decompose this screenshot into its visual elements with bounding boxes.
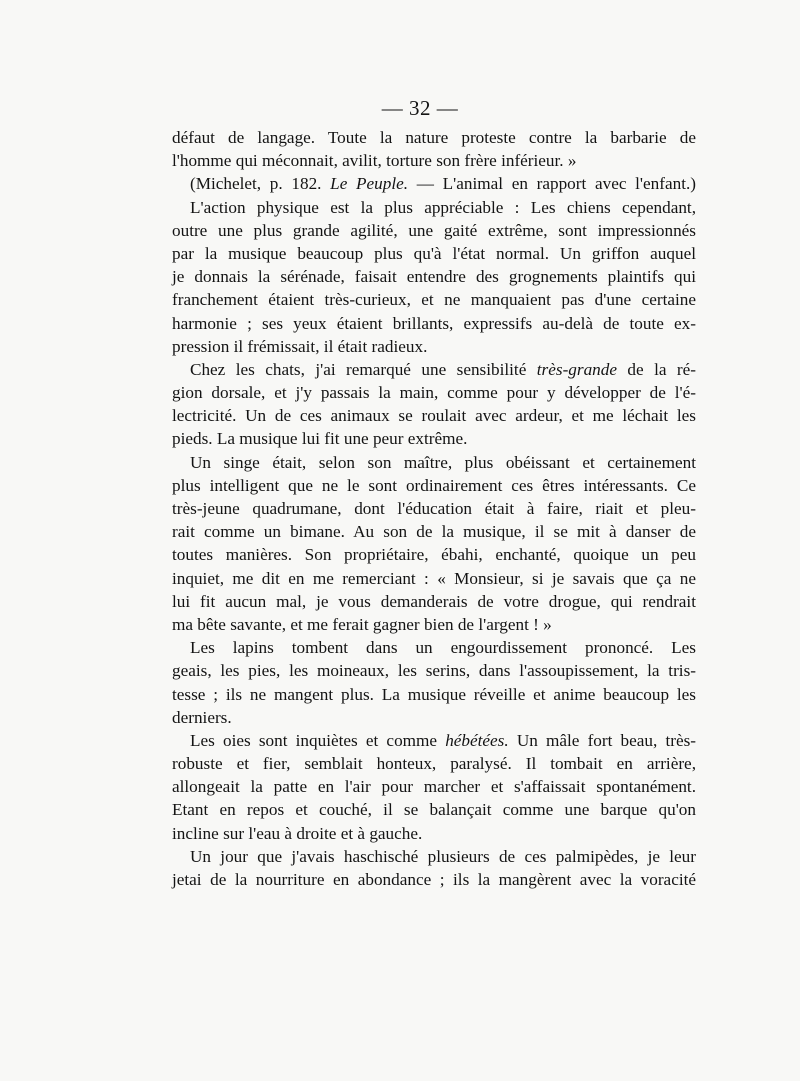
text-run: allongeait la patte en l'air pour marcher et s'affaissait spontanément. [172, 777, 696, 797]
text-line [172, 520, 696, 543]
text-line [172, 451, 696, 474]
text-line [172, 427, 696, 450]
text-run: de la ré- [616, 359, 697, 379]
text-line [172, 706, 696, 729]
text-run: inquiet, me dit en me remerciant : « Monsieur, si je savais que ça ne [172, 568, 696, 588]
text-run: plus intelligent que ne le sont ordinairement ces êtres intéressants. Ce [172, 475, 696, 495]
text-line [172, 659, 696, 682]
text-run: je donnais la sérénade, faisait entendre des grognements plaintifs qui [172, 267, 696, 287]
text-line [172, 798, 696, 821]
text-line [172, 288, 696, 311]
text-run: Les lapins tombent dans un engourdissement prononcé. Les [190, 638, 696, 658]
text-run: franchement étaient très-curieux, et ne manquaient pas d'une certaine [172, 290, 696, 310]
text-run: pieds. La musique lui fit une peur extrême. [172, 429, 468, 449]
text-run: Les oies sont inquiètes et comme [190, 730, 446, 750]
text-line [172, 219, 696, 242]
text-line [172, 845, 696, 868]
text-line [172, 358, 696, 381]
text-line [172, 868, 696, 891]
text-line [172, 312, 696, 335]
text-line [172, 126, 696, 149]
text-run: Etant en repos et couché, il se balançait comme une barque qu'on [172, 800, 696, 820]
text-line [172, 636, 696, 659]
text-line [172, 613, 696, 636]
text-run: très-jeune quadrumane, dont l'éducation était à faire, riait et pleu- [172, 499, 696, 518]
text-run: tesse ; ils ne mangent plus. La musique réveille et anime beaucoup les [172, 684, 696, 704]
text-run: derniers. [172, 707, 232, 727]
text-run: gion dorsale, et j'y passais la main, comme pour y développer de l'é- [172, 383, 696, 403]
text-run: ma bête savante, et me ferait gagner bien de l'argent ! » [172, 614, 552, 634]
text-run: — L'animal en rapport avec l'enfant.) [408, 174, 696, 194]
text-run: l'homme qui méconnait, avilit, torture son frère inférieur. » [172, 151, 577, 171]
text-line [172, 590, 696, 613]
text-line [172, 683, 696, 706]
text-run: (Michelet, p. 182. [190, 174, 331, 194]
text-run: par la musique beaucoup plus qu'à l'état normal. Un griffon auquel [172, 243, 696, 263]
text-line [172, 729, 696, 752]
text-run: lui fit aucun mal, je vous demanderais de votre drogue, qui rendrait [172, 591, 696, 611]
text-run: geais, les pies, les moineaux, les serins, dans l'assoupissement, la tris- [172, 661, 696, 681]
text-run: rait comme un bimane. Au son de la musique, il se mit à danser de [172, 522, 696, 542]
text-run: pression il frémissait, il était radieux. [172, 336, 428, 356]
italic-text: Le Peuple. [330, 174, 409, 194]
text-line [172, 381, 696, 404]
text-line [172, 404, 696, 427]
text-line [172, 242, 696, 265]
text-line [172, 543, 696, 566]
text-line [172, 149, 696, 172]
text-line [172, 752, 696, 775]
text-run: Un jour que j'avais haschisché plusieurs de ces palmipèdes, je leur [190, 846, 696, 866]
text-line [172, 172, 696, 195]
text-line [172, 497, 696, 520]
text-line [172, 822, 696, 845]
text-run: robuste et fier, semblait honteux, paralysé. Il tombait en arrière, [172, 754, 696, 774]
italic-text: très-grande [536, 359, 617, 379]
text-run: toutes manières. Son propriétaire, ébahi, enchanté, quoique un peu [172, 545, 696, 565]
text-run: Un mâle fort beau, très- [508, 730, 697, 750]
text-run: harmonie ; ses yeux étaient brillants, expressifs au-delà de toute ex- [172, 313, 696, 333]
text-line [172, 196, 696, 219]
text-run: lectricité. Un de ces animaux se roulait avec ardeur, et me léchait les [172, 406, 696, 426]
text-run: Un singe était, selon son maître, plus obéissant et certainement [190, 452, 696, 472]
text-run: jetai de la nourriture en abondance ; ils la mangèrent avec la voracité [172, 870, 696, 889]
italic-text: hébétées. [445, 730, 509, 750]
text-line [172, 265, 696, 288]
text-line [172, 567, 696, 590]
text-line [172, 335, 696, 358]
text-run: outre une plus grande agilité, une gaité extrême, sont impressionnés [172, 220, 696, 240]
text-run: L'action physique est la plus appréciable : Les chiens cependant, [190, 197, 696, 217]
text-run: défaut de langage. Toute la nature proteste contre la barbarie de [172, 128, 696, 147]
text-line [172, 775, 696, 798]
text-line [172, 474, 696, 497]
text-run: incline sur l'eau à droite et à gauche. [172, 823, 423, 843]
page-number: — 32 — [381, 96, 459, 120]
body-text [172, 126, 696, 891]
text-run: Chez les chats, j'ai remarqué une sensibilité [190, 359, 537, 379]
